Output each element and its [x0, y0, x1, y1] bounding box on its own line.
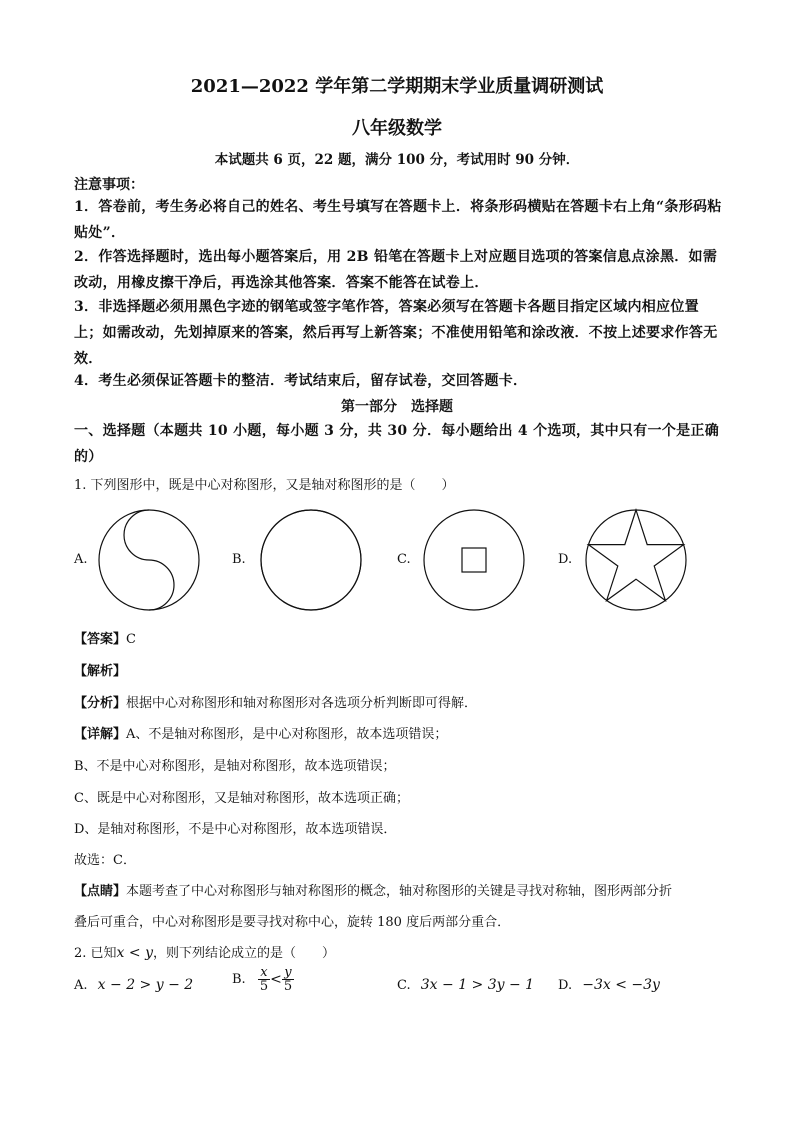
option-a-label: A. — [74, 552, 88, 567]
option-d-label: D. — [558, 552, 573, 567]
q2-option-c — [397, 977, 534, 993]
q2-option-b-den-2: 5 — [283, 979, 293, 994]
dianjing-line-2: 叠后可重合，中心对称图形是要寻找对称中心，旋转 180 度后两部分重合． — [74, 915, 511, 930]
q2-option-a — [74, 977, 193, 993]
q2-stem-prefix: 2. 已知 — [74, 946, 117, 961]
xiangjie-d: D、是轴对称图形，不是中心对称图形，故本选项错误． — [74, 822, 397, 837]
xiangjie-tag: 【详解】 — [74, 727, 127, 742]
dianjing-line-1 — [74, 880, 672, 899]
q2-option-a-expr: x − 2 > y − 2 — [97, 977, 194, 993]
q2-option-b-frac-1 — [258, 966, 270, 993]
option-b-label: B. — [232, 552, 246, 567]
q2-option-b-frac-2 — [282, 966, 294, 993]
q2-option-a-label: A. — [74, 978, 88, 993]
answer-tag: 【答案】 — [74, 632, 127, 647]
q2-option-b — [232, 966, 294, 993]
q2-option-d-label: D. — [558, 978, 573, 993]
figure-c-square — [422, 508, 526, 612]
section-heading: 一、选择题（本题共 10 小题，每小题 3 分，共 30 分．每小题给出 4 个选项，其中只有一个是正确的） — [74, 423, 720, 465]
dianjing-tag: 【点睛】 — [74, 884, 127, 899]
q2-stem-math: x < y — [116, 945, 153, 961]
q2-option-b-rel: < — [270, 971, 282, 988]
exam-meta: 本试题共 6 页，22 题，满分 100 分，考试用时 90 分钟． — [214, 152, 580, 168]
figure-a-taiji — [97, 508, 201, 612]
q2-option-c-expr: 3x − 1 > 3y − 1 — [420, 977, 535, 993]
xiangjie-line — [74, 723, 447, 742]
answer-line — [74, 628, 136, 647]
dianjing-text-1: 本题考查了中心对称图形与轴对称图形的概念，轴对称图形的关键是寻找对称轴，图形两部分折 — [126, 884, 673, 899]
figure-b-arcs — [259, 508, 363, 612]
fenxi-tag: 【分析】 — [74, 696, 127, 711]
q2-option-c-label: C. — [397, 978, 411, 993]
q2-option-b-den-1: 5 — [259, 979, 269, 994]
xiangjie-b: B、不是中心对称图形，是轴对称图形，故本选项错误； — [74, 759, 396, 774]
xiangjie-a: A、不是轴对称图形，是中心对称图形，故本选项错误； — [126, 727, 448, 742]
q2-option-b-label: B. — [232, 972, 246, 987]
xiangjie-c: C、既是中心对称图形，又是轴对称图形，故本选项正确； — [74, 791, 409, 806]
figure-d-star — [584, 508, 688, 612]
fenxi-text: 根据中心对称图形和轴对称图形对各选项分析判断即可得解． — [126, 696, 478, 711]
subject-title: 八年级数学 — [352, 118, 442, 139]
question-2-stem — [74, 942, 335, 961]
analysis-tag: 【解析】 — [74, 664, 127, 679]
note-item-2: 2．作答选择题时，选出每小题答案后，用 2B 铅笔在答题卡上对应题目选项的答案信息点涂黑．如需改动，用橡皮擦干净后，再选涂其他答案．答案不能答在试卷上． — [74, 249, 718, 291]
answer-value: C — [126, 632, 136, 647]
note-item-1: 1．答卷前，考生务必将自己的姓名、考生号填写在答题卡上．将条形码横贴在答题卡右上角“条形码粘贴处”． — [74, 199, 722, 241]
q2-option-b-num-2: y — [282, 966, 294, 980]
q2-stem-suffix: ，则下列结论成立的是（ ） — [152, 946, 335, 961]
choose-line: 故选：C． — [74, 853, 136, 868]
note-item-4: 4．考生必须保证答题卡的整洁．考试结束后，留存试卷，交回答题卡． — [74, 373, 528, 389]
question-1-stem: 1. 下列图形中，既是中心对称图形，又是轴对称图形的是（ ） — [74, 478, 455, 493]
q2-option-b-num-1: x — [258, 966, 270, 980]
q2-option-d-expr: −3x < −3y — [582, 977, 660, 993]
note-item-3: 3．非选择题必须用黑色字迹的钢笔或签字笔作答，答案必须写在答题卡各题目指定区域内相应位置上；如需改动，先划掉原来的答案，然后再写上新答案；不准使用铅笔和涂改液．不按上述要求作答无效． — [74, 299, 718, 367]
notes-heading: 注意事项： — [74, 177, 144, 193]
q2-option-d — [558, 977, 660, 993]
exam-title: 2021—2022 学年第二学期期末学业质量调研测试 — [190, 76, 604, 97]
fenxi-line — [74, 692, 477, 711]
part1-heading: 第一部分 选择题 — [341, 399, 453, 415]
option-c-label: C. — [397, 552, 411, 567]
